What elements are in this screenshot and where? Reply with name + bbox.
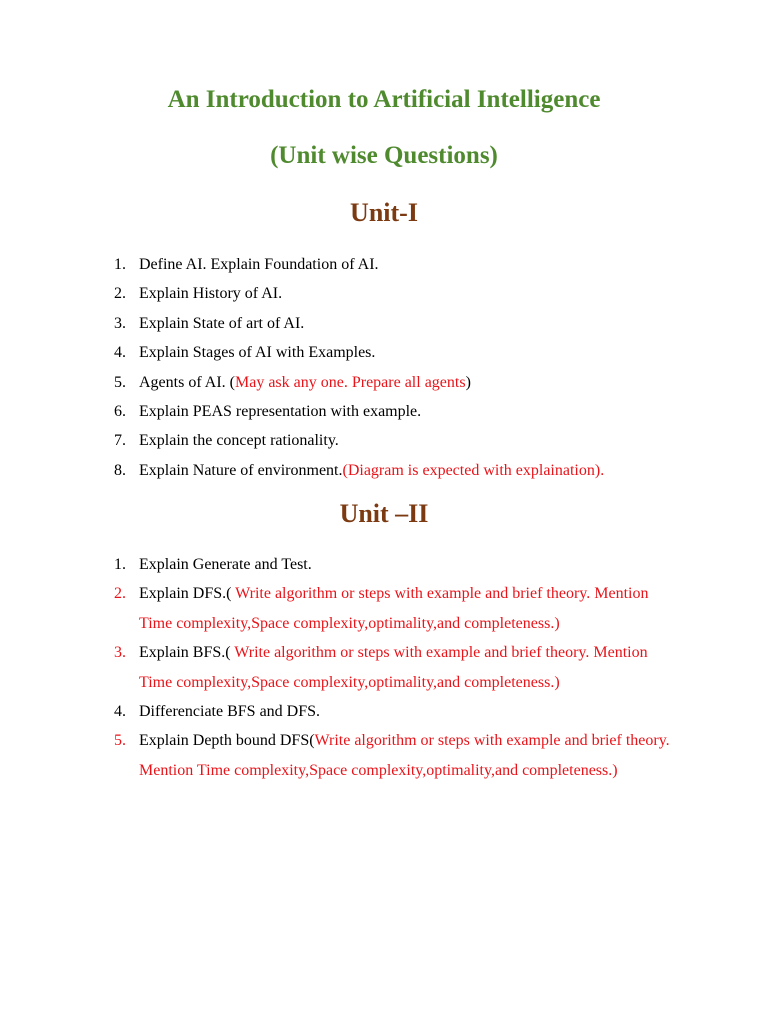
question-text: Explain State of art of AI. (139, 314, 305, 332)
question-item (0, 338, 768, 367)
question-text: Define AI. Explain Foundation of AI. (139, 256, 379, 273)
question-text: Explain the concept rationality. (139, 432, 339, 450)
question-note: Write algorithm or steps with example and brief theory. Mention Time complexity,Space complexity,optimality,and completeness.) (139, 585, 649, 632)
question-item (0, 309, 768, 338)
question-number: 4. (114, 344, 126, 362)
question-text: Explain Nature of environment. (139, 461, 343, 479)
question-number: 5. (114, 732, 126, 750)
question-number: 5. (114, 373, 126, 391)
unit2-question-list (0, 550, 768, 785)
question-number: 3. (114, 644, 126, 662)
question-note: (Diagram is expected with explaination). (342, 461, 605, 479)
question-item (0, 550, 768, 579)
question-text: Explain Generate and Test. (139, 556, 312, 573)
question-item (0, 456, 768, 485)
question-note: May ask any one. Prepare all agents (234, 373, 466, 391)
question-text: Agents of AI. ( (139, 373, 235, 391)
question-item (0, 579, 768, 638)
question-number: 7. (114, 432, 126, 450)
question-number: 4. (114, 703, 126, 721)
unit1-question-list (0, 250, 768, 485)
question-item (0, 426, 768, 455)
question-number: 3. (114, 314, 126, 332)
question-item (0, 279, 768, 308)
question-text: Differenciate BFS and DFS. (139, 703, 321, 721)
document-title: An Introduction to Artificial Intelligence (167, 86, 601, 113)
question-item (0, 250, 768, 279)
question-text: Explain Stages of AI with Examples. (139, 344, 376, 362)
question-item (0, 638, 768, 697)
unit1-heading: Unit-I (350, 198, 418, 227)
question-number: 1. (114, 256, 126, 273)
question-text: Explain PEAS representation with example. (139, 403, 422, 421)
question-number: 6. (114, 403, 126, 421)
unit2-heading: Unit –II (339, 499, 429, 528)
question-text: Explain Depth bound DFS( (139, 732, 315, 750)
document-subtitle: (Unit wise Questions) (270, 142, 498, 169)
question-item (0, 697, 768, 726)
question-note: Write algorithm or steps with example and brief theory. Mention Time complexity,Space complexity,optimality,and completeness.) (139, 732, 670, 779)
question-number: 1. (114, 556, 126, 573)
question-text-closing: ) (465, 373, 471, 391)
question-text: Explain DFS.( (139, 585, 236, 603)
question-note: Write algorithm or steps with example and brief theory. Mention Time complexity,Space complexity,optimality,and completeness.) (139, 644, 648, 691)
question-text: Explain History of AI. (139, 285, 283, 303)
question-number: 2. (114, 585, 126, 603)
question-item (0, 726, 768, 785)
question-text: Explain BFS.( (139, 644, 235, 662)
question-item (0, 397, 768, 426)
question-item (0, 368, 768, 397)
question-number: 2. (114, 285, 126, 303)
question-number: 8. (114, 461, 126, 479)
